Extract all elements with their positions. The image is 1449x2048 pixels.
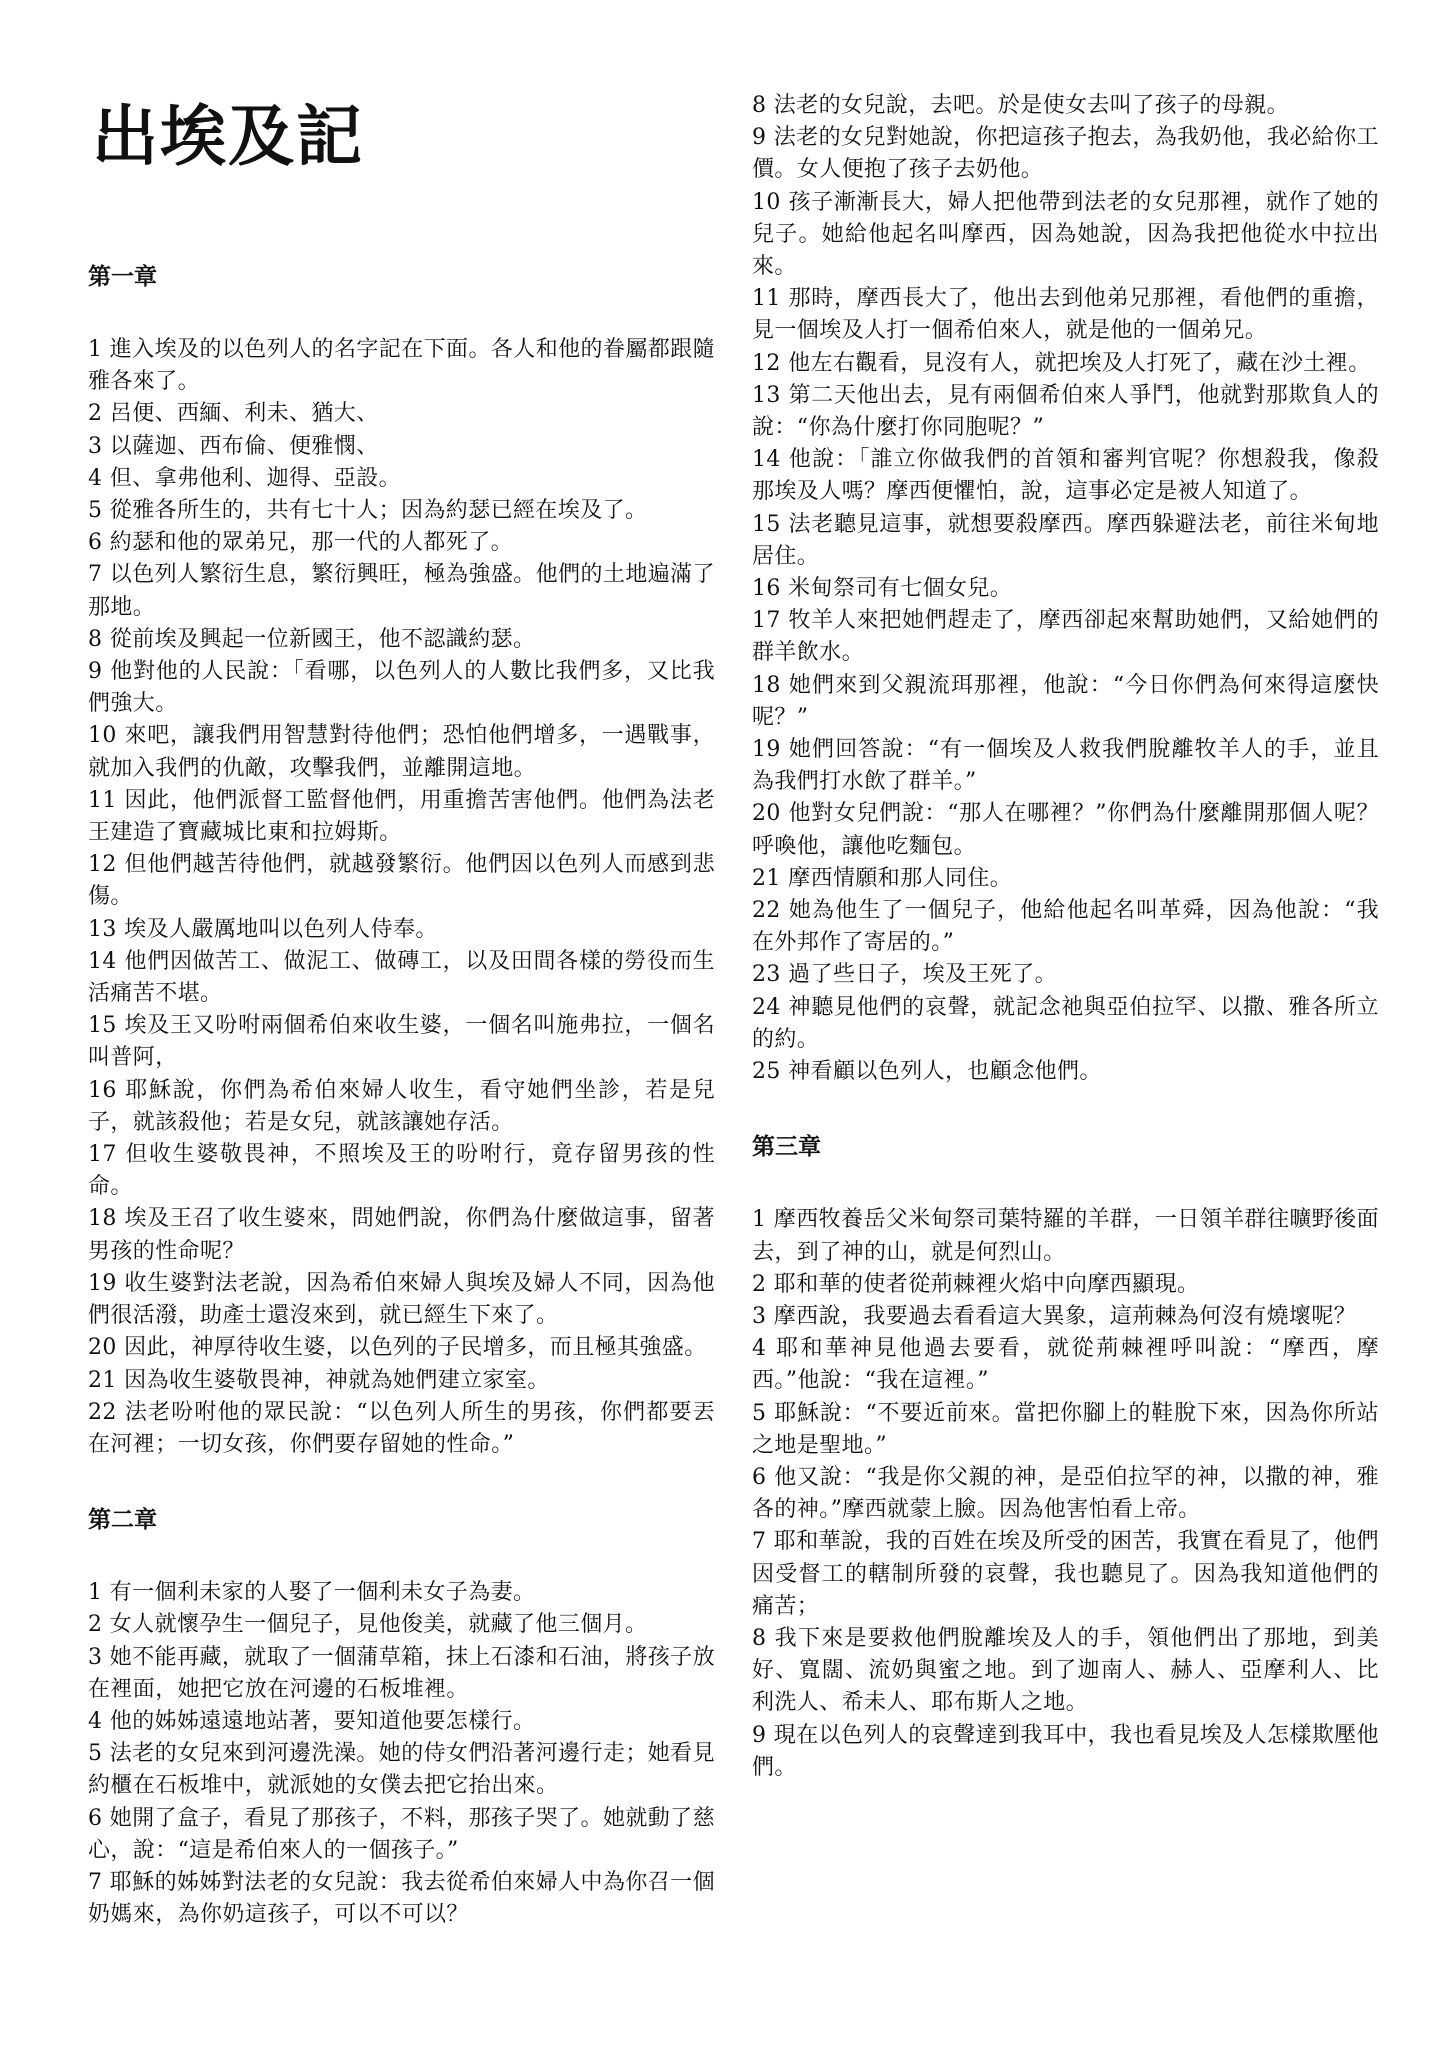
verse: 11 因此，他們派督工監督他們，用重擔苦害他們。他們為法老王建造了寶藏城比東和拉姆斯。 <box>88 787 715 846</box>
verse: 3 摩西說，我要過去看看這大異象，這荊棘為何沒有燒壞呢？ <box>752 1303 1357 1329</box>
verse: 5 耶穌說：“不要近前來。當把你腳上的鞋脫下來，因為你所站之地是聖地。” <box>752 1400 1379 1458</box>
verse: 7 耶和華說，我的百姓在埃及所受的困苦，我實在看見了，他們因受督工的轄制所發的哀聲，我也聽見了。因為我知道他們的痛苦； <box>752 1529 1379 1619</box>
verse: 13 第二天他出去，見有兩個希伯來人爭鬥，他就對那欺負人的說：“你為什麼打你同胞呢？” <box>752 382 1379 441</box>
chapter-3 <box>752 1132 1379 1784</box>
verse: 1 進入埃及的以色列人的名字記在下面。各人和他的眷屬都跟隨雅各來了。 <box>88 337 715 395</box>
left-column <box>88 0 715 1931</box>
verse: 5 法老的女兒來到河邊洗澡。她的侍女們沿著河邊行走；她看見約櫃在石板堆中，就派她的女僕去把它抬出來。 <box>88 1741 715 1799</box>
verse: 6 他又說：“我是你父親的神，是亞伯拉罕的神，以撒的神，雅各的神。”摩西就蒙上臉。因為他害怕看上帝。 <box>752 1464 1379 1523</box>
verse-list <box>752 90 1379 1088</box>
verse: 23 過了些日子，埃及王死了。 <box>752 962 1057 988</box>
verse: 25 神看顧以色列人，也顧念他們。 <box>752 1059 1102 1085</box>
verse: 2 耶和華的使者從荊棘裡火焰中向摩西顯現。 <box>752 1271 1200 1297</box>
chapter-heading: 第一章 <box>88 263 157 290</box>
verse: 22 法老吩咐他的眾民說：“以色列人所生的男孩，你們都要丟在河裡；一切女孩，你們要存留她的性命。” <box>88 1399 715 1457</box>
verse: 9 他對他的人民說：「看哪，以色列人的人數比我們多，又比我們強大。 <box>88 659 715 717</box>
verse: 12 但他們越苦待他們，就越發繁衍。他們因以色列人而感到悲傷。 <box>88 852 715 910</box>
verse-list <box>752 1204 1379 1784</box>
right-column <box>752 0 1379 1784</box>
verse: 7 以色列人繁衍生息，繁衍興旺，極為強盛。他們的土地遍滿了那地。 <box>88 562 715 620</box>
verse: 21 摩西情願和那人同住。 <box>752 865 1013 891</box>
verse: 20 他對女兒們說：“那人在哪裡？”你們為什麼離開那個人呢？呼喚他，讓他吃麵包。 <box>752 801 1379 859</box>
verse: 1 有一個利未家的人娶了一個利未女子為妻。 <box>88 1580 536 1606</box>
verse: 10 來吧，讓我們用智慧對待他們；恐怕他們增多，一遇戰事，就加入我們的仇敵，攻擊我們，並離開這地。 <box>88 723 715 781</box>
verse: 5 從雅各所生的，共有七十人；因為約瑟已經在埃及了。 <box>88 498 648 524</box>
chapter-heading: 第三章 <box>752 1133 821 1161</box>
verse: 3 她不能再藏，就取了一個蒲草箱，抹上石漆和石油，將孩子放在裡面，她把它放在河邊的石板堆裡。 <box>88 1644 715 1702</box>
chapter-heading: 第二章 <box>88 1506 157 1534</box>
verse: 21 因為收生婆敬畏神，神就為她們建立家室。 <box>88 1367 550 1393</box>
chapter-2-continued <box>752 90 1379 1088</box>
verse-list <box>88 334 715 1461</box>
verse: 6 她開了盒子，看見了那孩子，不料，那孩子哭了。她就動了慈心，說：“這是希伯來人的一個孩子。” <box>88 1805 715 1863</box>
verse: 6 約瑟和他的眾弟兄，那一代的人都死了。 <box>88 530 513 556</box>
verse: 17 牧羊人來把她們趕走了，摩西卻起來幫助她們，又給她們的群羊飲水。 <box>752 608 1379 666</box>
verse: 3 以薩迦、西布倫、便雅憫、 <box>88 433 379 459</box>
verse: 19 收生婆對法老說，因為希伯來婦人與埃及婦人不同，因為他們很活潑，助產士還沒來到，就已經生下來了。 <box>88 1270 715 1329</box>
verse: 19 她們回答說：“有一個埃及人救我們脫離牧羊人的手，並且為我們打水飲了群羊。” <box>752 737 1379 795</box>
verse: 4 但、拿弗他利、迦得、亞設。 <box>88 465 401 491</box>
verse: 20 因此，神厚待收生婆，以色列的子民增多，而且極其強盛。 <box>88 1335 707 1361</box>
verse: 14 他說：「誰立你做我們的首領和審判官呢？你想殺我，像殺那埃及人嗎？摩西便懼怕，說，這事必定是被人知道了。 <box>752 447 1379 505</box>
verse-list <box>88 1577 715 1931</box>
chapter-1 <box>88 262 715 1461</box>
verse: 2 呂便、西緬、利未、猶大、 <box>88 401 379 427</box>
verse: 4 耶和華神見他過去要看，就從荊棘裡呼叫說：“摩西，摩西。”他說：“我在這裡。” <box>752 1336 1379 1394</box>
verse: 12 他左右觀看，見沒有人，就把埃及人打死了，藏在沙土裡。 <box>752 350 1371 376</box>
verse: 1 摩西牧養岳父米甸祭司葉特羅的羊群，一日領羊群往曠野後面去，到了神的山，就是何烈山。 <box>752 1207 1379 1265</box>
verse: 17 但收生婆敬畏神，不照埃及王的吩咐行，竟存留男孩的性命。 <box>88 1142 715 1200</box>
verse: 15 埃及王又吩咐兩個希伯來收生婆，一個名叫施弗拉，一個名叫普阿， <box>88 1013 715 1071</box>
verse: 7 耶穌的姊姊對法老的女兒說：我去從希伯來婦人中為你召一個奶媽來，為你奶這孩子，可以不可以？ <box>88 1869 715 1928</box>
verse: 18 她們來到父親流珥那裡，他說：“今日你們為何來得這麼快呢？” <box>752 672 1379 730</box>
verse: 8 法老的女兒說，去吧。於是使女去叫了孩子的母親。 <box>752 93 1289 118</box>
verse: 24 神聽見他們的哀聲，就記念祂與亞伯拉罕、以撒、雅各所立的約。 <box>752 994 1379 1052</box>
verse: 10 孩子漸漸長大，婦人把他帶到法老的女兒那裡，就作了她的兒子。她給他起名叫摩西，因為她說，因為我把他從水中拉出來。 <box>752 189 1379 280</box>
verse: 22 她為他生了一個兒子，他給他起名叫革舜，因為他說：“我在外邦作了寄居的。” <box>752 898 1379 956</box>
verse: 11 那時，摩西長大了，他出去到他弟兄那裡，看他們的重擔，見一個埃及人打一個希伯來人，就是他的一個弟兄。 <box>752 286 1379 344</box>
verse: 9 現在以色列人的哀聲達到我耳中，我也看見埃及人怎樣欺壓他們。 <box>752 1722 1379 1780</box>
verse: 15 法老聽見這事，就想要殺摩西。摩西躲避法老，前往米甸地居住。 <box>752 511 1379 569</box>
verse: 16 耶穌說，你們為希伯來婦人收生，看守她們坐診，若是兒子，就該殺他；若是女兒，就該讓她存活。 <box>88 1077 715 1135</box>
verse: 18 埃及王召了收生婆來，問她們說，你們為什麼做這事，留著男孩的性命呢？ <box>88 1206 715 1264</box>
verse: 8 從前埃及興起一位新國王，他不認識約瑟。 <box>88 626 536 652</box>
chapter-2 <box>88 1505 715 1931</box>
verse: 16 米甸祭司有七個女兒。 <box>752 576 1013 602</box>
document-title: 出埃及記 <box>92 97 364 175</box>
verse: 8 我下來是要救他們脫離埃及人的手，領他們出了那地，到美好、寬闊、流奶與蜜之地。到了迦南人、赫人、亞摩利人、比利洗人、希未人、耶布斯人之地。 <box>752 1625 1379 1716</box>
verse: 4 他的姊姊遠遠地站著，要知道他要怎樣行。 <box>88 1708 536 1734</box>
verse: 14 他們因做苦工、做泥工、做磚工，以及田間各樣的勞役而生活痛苦不堪。 <box>88 948 715 1007</box>
verse: 2 女人就懷孕生一個兒子，見他俊美，就藏了他三個月。 <box>88 1612 648 1638</box>
verse: 13 埃及人嚴厲地叫以色列人侍奉。 <box>88 916 438 942</box>
verse: 9 法老的女兒對她說，你把這孩子抱去，為我奶他，我必給你工價。女人便抱了孩子去奶他。 <box>752 125 1379 183</box>
